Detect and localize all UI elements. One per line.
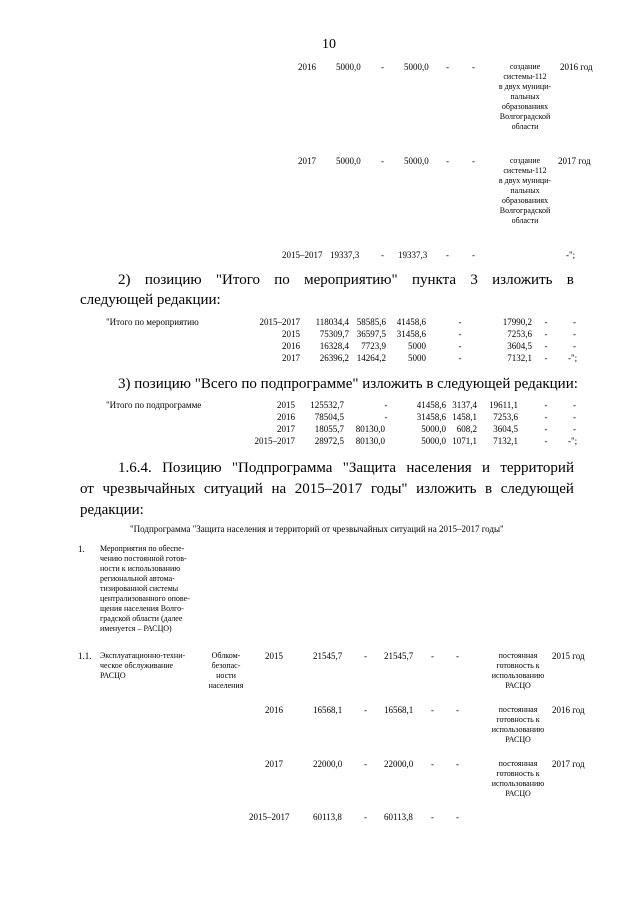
dash-cell: - — [364, 705, 367, 715]
total-cell: 5000,0 — [336, 62, 361, 72]
dash-cell: - — [431, 812, 434, 822]
paragraph-3: 3) позицию "Всего по подпрограмме" изложить в следующей редакции: — [118, 376, 578, 392]
item-1-1-name: Эксплуатационно-техни- ческое обслуживание РАСЦО — [100, 651, 186, 680]
value-cell: 19337,3 — [398, 250, 428, 260]
dash-cell: - — [446, 250, 449, 260]
dash-cell: - — [456, 759, 459, 769]
total-cell: 21545,7 — [313, 651, 343, 661]
dash-cell: - — [431, 705, 434, 715]
dash-cell: - — [364, 759, 367, 769]
year-cell: 2015 — [265, 651, 283, 661]
dash-cell: - — [446, 62, 449, 72]
term-cell: 2017 год — [552, 759, 585, 769]
value-cell: 16568,1 — [384, 705, 414, 715]
itogo-podprogramme-label: "Итого по подпрограмме — [106, 400, 202, 410]
dash-cell: - — [431, 759, 434, 769]
dash-cell: - — [472, 62, 475, 72]
total-cell: 16568,1 — [313, 705, 343, 715]
result-cell: постоянная готовность к использованию РАСЦО — [491, 705, 545, 744]
paragraph-4-line-2: от чрезвычайных ситуаций на 2015–2017 годы" изложить в следующей — [80, 481, 574, 497]
total-cell: 22000,0 — [313, 759, 343, 769]
year-cell: 2015–2017 — [249, 812, 290, 822]
total-cell: 19337,3 — [330, 250, 360, 260]
dash-cell: - — [431, 651, 434, 661]
year-cell: 2016 — [265, 705, 283, 715]
subprogram-title: "Подпрограмма "Защита населения и территорий от чрезвычайных ситуаций на 2015–2017 годы" — [130, 524, 504, 534]
dash-cell: - — [381, 62, 384, 72]
value-cell: 60113,8 — [384, 812, 413, 822]
total-cell: 5000,0 — [336, 156, 361, 166]
paragraph-2-line-2: следующей редакции: — [80, 292, 221, 308]
dash-cell: - — [381, 250, 384, 260]
itogo-meropriyatiyu-label: "Итого по мероприятию — [106, 317, 199, 327]
term-cell: 2017 год — [558, 156, 591, 166]
year-cell: 2017 — [298, 156, 316, 166]
item-1-description: Мероприятия по обеспе- чению постоянной готов- ности к использованию региональной автома- тизированной системы централизованного опове- щения населения Волго- градской области (далее именуется – РАСЦО) — [100, 544, 190, 633]
dash-cell: - — [364, 812, 367, 822]
result-cell: создание системы-112 в двух муници- пальных образованиях Волгоградской области — [498, 156, 552, 225]
result-cell: постоянная готовность к использованию РАСЦО — [491, 651, 545, 690]
paragraph-4-line-1: 1.6.4. Позицию "Подпрограмма "Защита населения и территорий — [118, 460, 574, 476]
year-cell: 2017 — [265, 759, 283, 769]
term-cell: 2016 год — [552, 705, 585, 715]
value-cell: 5000,0 — [404, 62, 429, 72]
row-end: -"; — [566, 250, 576, 260]
term-cell: 2015 год — [552, 651, 585, 661]
result-cell: постоянная готовность к использованию РАСЦО — [491, 759, 545, 798]
dash-cell: - — [472, 156, 475, 166]
dash-cell: - — [456, 705, 459, 715]
item-1-number: 1. — [78, 544, 85, 554]
dash-cell: - — [456, 812, 459, 822]
dash-cell: - — [456, 651, 459, 661]
page-number: 10 — [322, 37, 336, 52]
year-cell: 2016 — [298, 62, 316, 72]
total-cell: 60113,8 — [313, 812, 342, 822]
dash-cell: - — [472, 250, 475, 260]
item-1-1-executor: Облком- безопас- ности населения — [208, 651, 244, 690]
item-1-1-number: 1.1. — [78, 651, 92, 661]
term-cell: 2016 год — [560, 62, 593, 72]
paragraph-2-line-1: 2) позицию "Итого по мероприятию" пункта 3 изложить в — [118, 272, 574, 288]
result-cell: создание системы-112 в двух муници- пальных образованиях Волгоградской области — [498, 62, 552, 131]
dash-cell: - — [364, 651, 367, 661]
year-cell: 2015–2017 — [282, 250, 323, 260]
paragraph-4-line-3: редакции: — [80, 502, 144, 518]
dash-cell: - — [381, 156, 384, 166]
value-cell: 5000,0 — [404, 156, 429, 166]
value-cell: 21545,7 — [384, 651, 414, 661]
dash-cell: - — [446, 156, 449, 166]
value-cell: 22000,0 — [384, 759, 414, 769]
